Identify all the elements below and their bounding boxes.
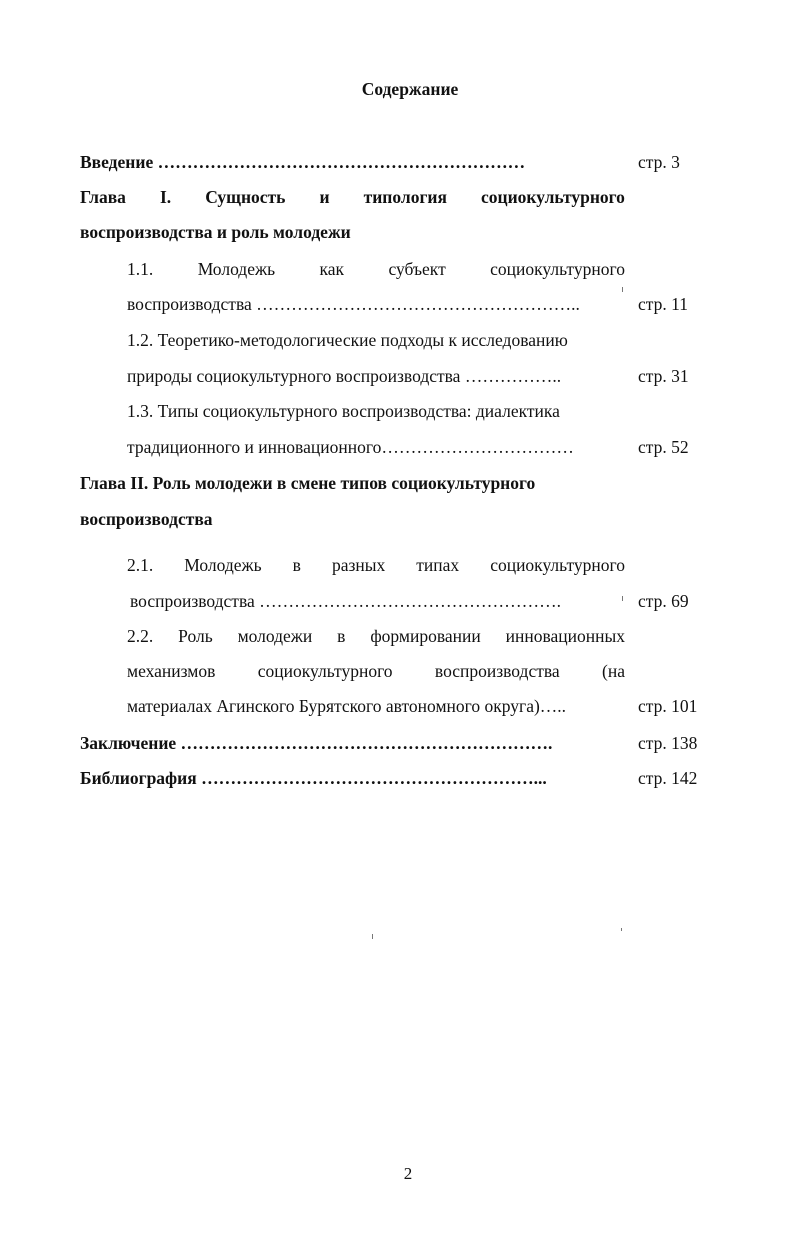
- section-1-2-line2: природы социокультурного воспроизводства ……………..: [127, 366, 562, 386]
- chapter1-heading-line1: [80, 186, 625, 208]
- toc-conclusion-label: Заключение ……………………………………………………….: [80, 733, 553, 753]
- section-2-1-line1: [127, 554, 625, 576]
- toc-conclusion: [80, 732, 552, 754]
- toc-bibliography-page: стр. 142: [638, 768, 698, 788]
- chapter1-word: социокультурного: [481, 187, 625, 207]
- section-1-3-page: стр. 52: [638, 437, 689, 457]
- toc-conclusion-page: стр. 138: [638, 733, 698, 753]
- s22-word: механизмов: [127, 661, 216, 681]
- chapter2-heading-line2: воспроизводства: [80, 509, 213, 529]
- section-2-1-page: стр. 69: [638, 591, 689, 611]
- section-2-2-page: стр. 101: [638, 696, 698, 716]
- section-1-3-line2: традиционного и инновационного……………………………: [127, 437, 574, 457]
- page-number: 2: [403, 1164, 413, 1183]
- s21-word: в: [292, 555, 301, 575]
- chapter1-word: типология: [363, 187, 447, 207]
- s21-word: Молодежь: [184, 555, 262, 575]
- section-1-1-line1: [127, 258, 625, 280]
- toc-intro-label: Введение ………………………………………………………: [80, 152, 526, 172]
- s21-word: разных: [331, 555, 386, 575]
- s22-word: инновационных: [505, 626, 625, 646]
- section-2-2-line1: [127, 625, 625, 647]
- s22-word: социокультурного: [257, 661, 393, 681]
- section-2-2-line3: материалах Агинского Бурятского автономного округа)…..: [127, 696, 567, 716]
- s22-word: в: [337, 626, 346, 646]
- toc-intro: [80, 151, 525, 173]
- s22-word: формировании: [370, 626, 481, 646]
- chapter1-word: и: [319, 187, 330, 207]
- section-2-2-line2: [127, 660, 625, 682]
- section-1-2-page: стр. 31: [638, 366, 689, 386]
- section-2-1-line2: воспроизводства …………………………………………….: [130, 591, 561, 611]
- s22-word: Роль: [178, 626, 213, 646]
- toc-intro-page: стр. 3: [638, 152, 680, 172]
- scan-speck: [622, 596, 623, 601]
- section-1-2-line1: 1.2. Теоретико-методологические подходы к исследованию: [127, 330, 568, 350]
- scan-speck: [621, 928, 622, 931]
- chapter1-word: Сущность: [205, 187, 286, 207]
- chapter1-heading-line2: воспроизводства и роль молодежи: [80, 222, 351, 242]
- chapter1-word: I.: [159, 187, 172, 207]
- section-1-3-line1: 1.3. Типы социокультурного воспроизводства: диалектика: [127, 401, 560, 421]
- s21-word: социокультурного: [490, 555, 625, 575]
- s11-word: социокультурного: [490, 259, 625, 279]
- s22-word: молодежи: [237, 626, 313, 646]
- s11-word: как: [319, 259, 345, 279]
- s21-word: типах: [416, 555, 460, 575]
- section-1-1-page: стр. 11: [638, 294, 688, 314]
- toc-bibliography-label: Библиография …………………………………………………...: [80, 768, 547, 788]
- s22-word: воспроизводства: [434, 661, 560, 681]
- chapter1-word: Глава: [80, 187, 126, 207]
- scan-speck: [622, 287, 623, 292]
- chapter2-heading-line1: Глава II. Роль молодежи в смене типов социокультурного: [80, 473, 536, 493]
- toc-title: Содержание: [361, 79, 459, 99]
- s22-word: (на: [602, 661, 625, 681]
- section-1-1-line2: воспроизводства ………………………………………………..: [127, 294, 580, 314]
- toc-bibliography: [80, 767, 547, 789]
- s22-word: 2.2.: [127, 626, 154, 646]
- s21-word: 2.1.: [127, 555, 154, 575]
- s11-word: субъект: [388, 259, 446, 279]
- scan-speck: [372, 934, 373, 939]
- s11-word: 1.1.: [127, 259, 154, 279]
- s11-word: Молодежь: [197, 259, 276, 279]
